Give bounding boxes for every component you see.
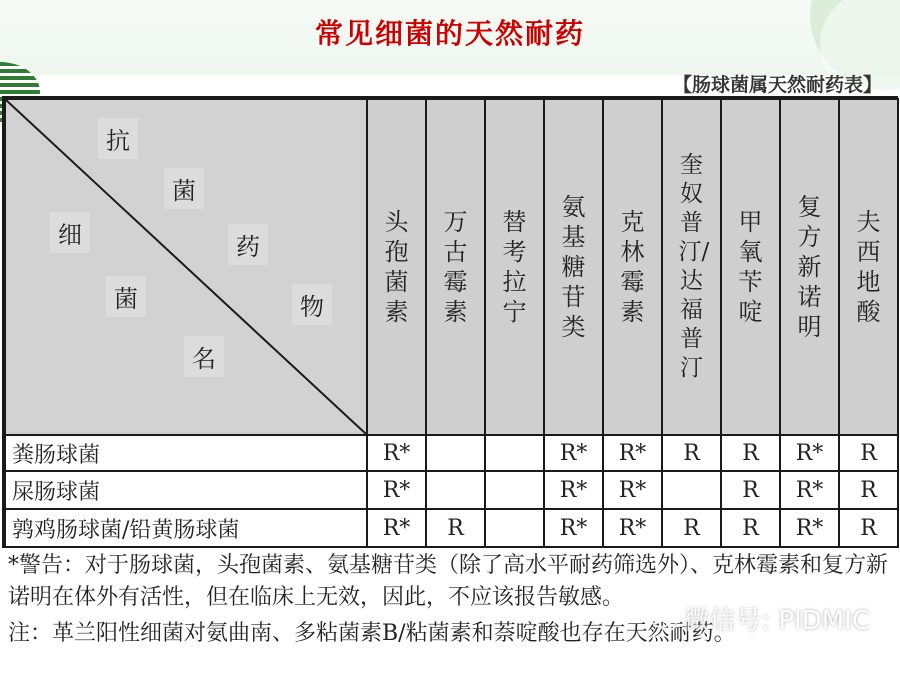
column-header <box>721 99 780 435</box>
resistance-table <box>4 98 899 548</box>
corner-bacteria-char: 菌 <box>106 276 146 317</box>
footnote: 注：革兰阳性细菌对氨曲南、多粘菌素B/粘菌素和萘啶酸也存在天然耐药。 <box>8 621 736 646</box>
column-header-label: 替考拉宁 <box>502 208 527 326</box>
column-header-label: 奎奴普汀/达福普汀 <box>678 152 710 381</box>
table-cell: R* <box>780 435 839 471</box>
corner-drug-char: 菌 <box>164 168 204 209</box>
chat-bubble-icon <box>651 611 677 633</box>
table-cell: R* <box>367 471 426 509</box>
corner-bacteria-char: 名 <box>184 336 224 377</box>
table-cell: R <box>426 509 485 547</box>
table-cell: R* <box>603 435 662 471</box>
table-cell: R <box>839 435 898 471</box>
column-header-label: 夫西地酸 <box>856 208 881 326</box>
column-header-label: 甲氧苄啶 <box>738 208 763 326</box>
watermark <box>651 600 870 637</box>
table-cell: R <box>721 509 780 547</box>
row-header-cell: 屎肠球菌 <box>5 471 367 509</box>
table-cell <box>485 471 544 509</box>
row-header-cell: 鹑鸡肠球菌/铅黄肠球菌 <box>5 509 367 547</box>
column-header <box>426 99 485 435</box>
table-cell <box>426 435 485 471</box>
column-header-label: 头孢菌素 <box>384 208 409 326</box>
table-cell: R* <box>544 509 603 547</box>
table-cell: R <box>721 435 780 471</box>
table-row <box>5 435 898 471</box>
corner-bacteria-char: 细 <box>50 212 90 253</box>
column-header <box>485 99 544 435</box>
table-cell <box>485 435 544 471</box>
column-header <box>662 99 721 435</box>
table-cell: R* <box>367 509 426 547</box>
diagonal-divider <box>6 100 366 434</box>
table-cell: R <box>662 509 721 547</box>
column-header <box>544 99 603 435</box>
row-header-cell: 粪肠球菌 <box>5 435 367 471</box>
table-row <box>5 471 898 509</box>
corner-drug-char: 药 <box>228 224 268 265</box>
table-cell: R* <box>367 435 426 471</box>
column-header <box>603 99 662 435</box>
column-header-label: 氨基糖苷类 <box>561 193 586 341</box>
table-row <box>5 509 898 547</box>
table-cell <box>662 471 721 509</box>
corner-drug-char: 物 <box>292 284 332 325</box>
table-cell <box>485 509 544 547</box>
column-header-label: 复方新诺明 <box>797 193 822 341</box>
table-cell <box>426 471 485 509</box>
column-header-label: 克林霉素 <box>620 208 645 326</box>
table-cell: R <box>721 471 780 509</box>
table-subtitle: 【肠球菌属天然耐药表】 <box>672 74 882 96</box>
warning-note: *警告：对于肠球菌，头孢菌素、氨基糖苷类（除了高水平耐药筛选外）、克林霉素和复方新诺明在体外有活性，但在临床上无效，因此，不应该报告敏感。 <box>8 553 889 610</box>
watermark-text: 微信号: PIDMIC <box>683 606 870 636</box>
header-row <box>5 99 898 435</box>
table-cell: R <box>662 435 721 471</box>
column-header <box>839 99 898 435</box>
table-cell: R <box>839 471 898 509</box>
table-cell: R* <box>603 471 662 509</box>
table-cell: R* <box>544 471 603 509</box>
resistance-table-container <box>2 96 898 548</box>
table-cell: R* <box>780 471 839 509</box>
corner-header-cell <box>5 99 367 435</box>
table-cell: R <box>839 509 898 547</box>
table-cell: R* <box>780 509 839 547</box>
table-cell: R* <box>544 435 603 471</box>
corner-drug-char: 抗 <box>98 118 138 159</box>
column-header <box>780 99 839 435</box>
column-header <box>367 99 426 435</box>
page-title: 常见细菌的天然耐药 <box>314 17 585 50</box>
column-header-label: 万古霉素 <box>443 208 468 326</box>
table-cell: R* <box>603 509 662 547</box>
